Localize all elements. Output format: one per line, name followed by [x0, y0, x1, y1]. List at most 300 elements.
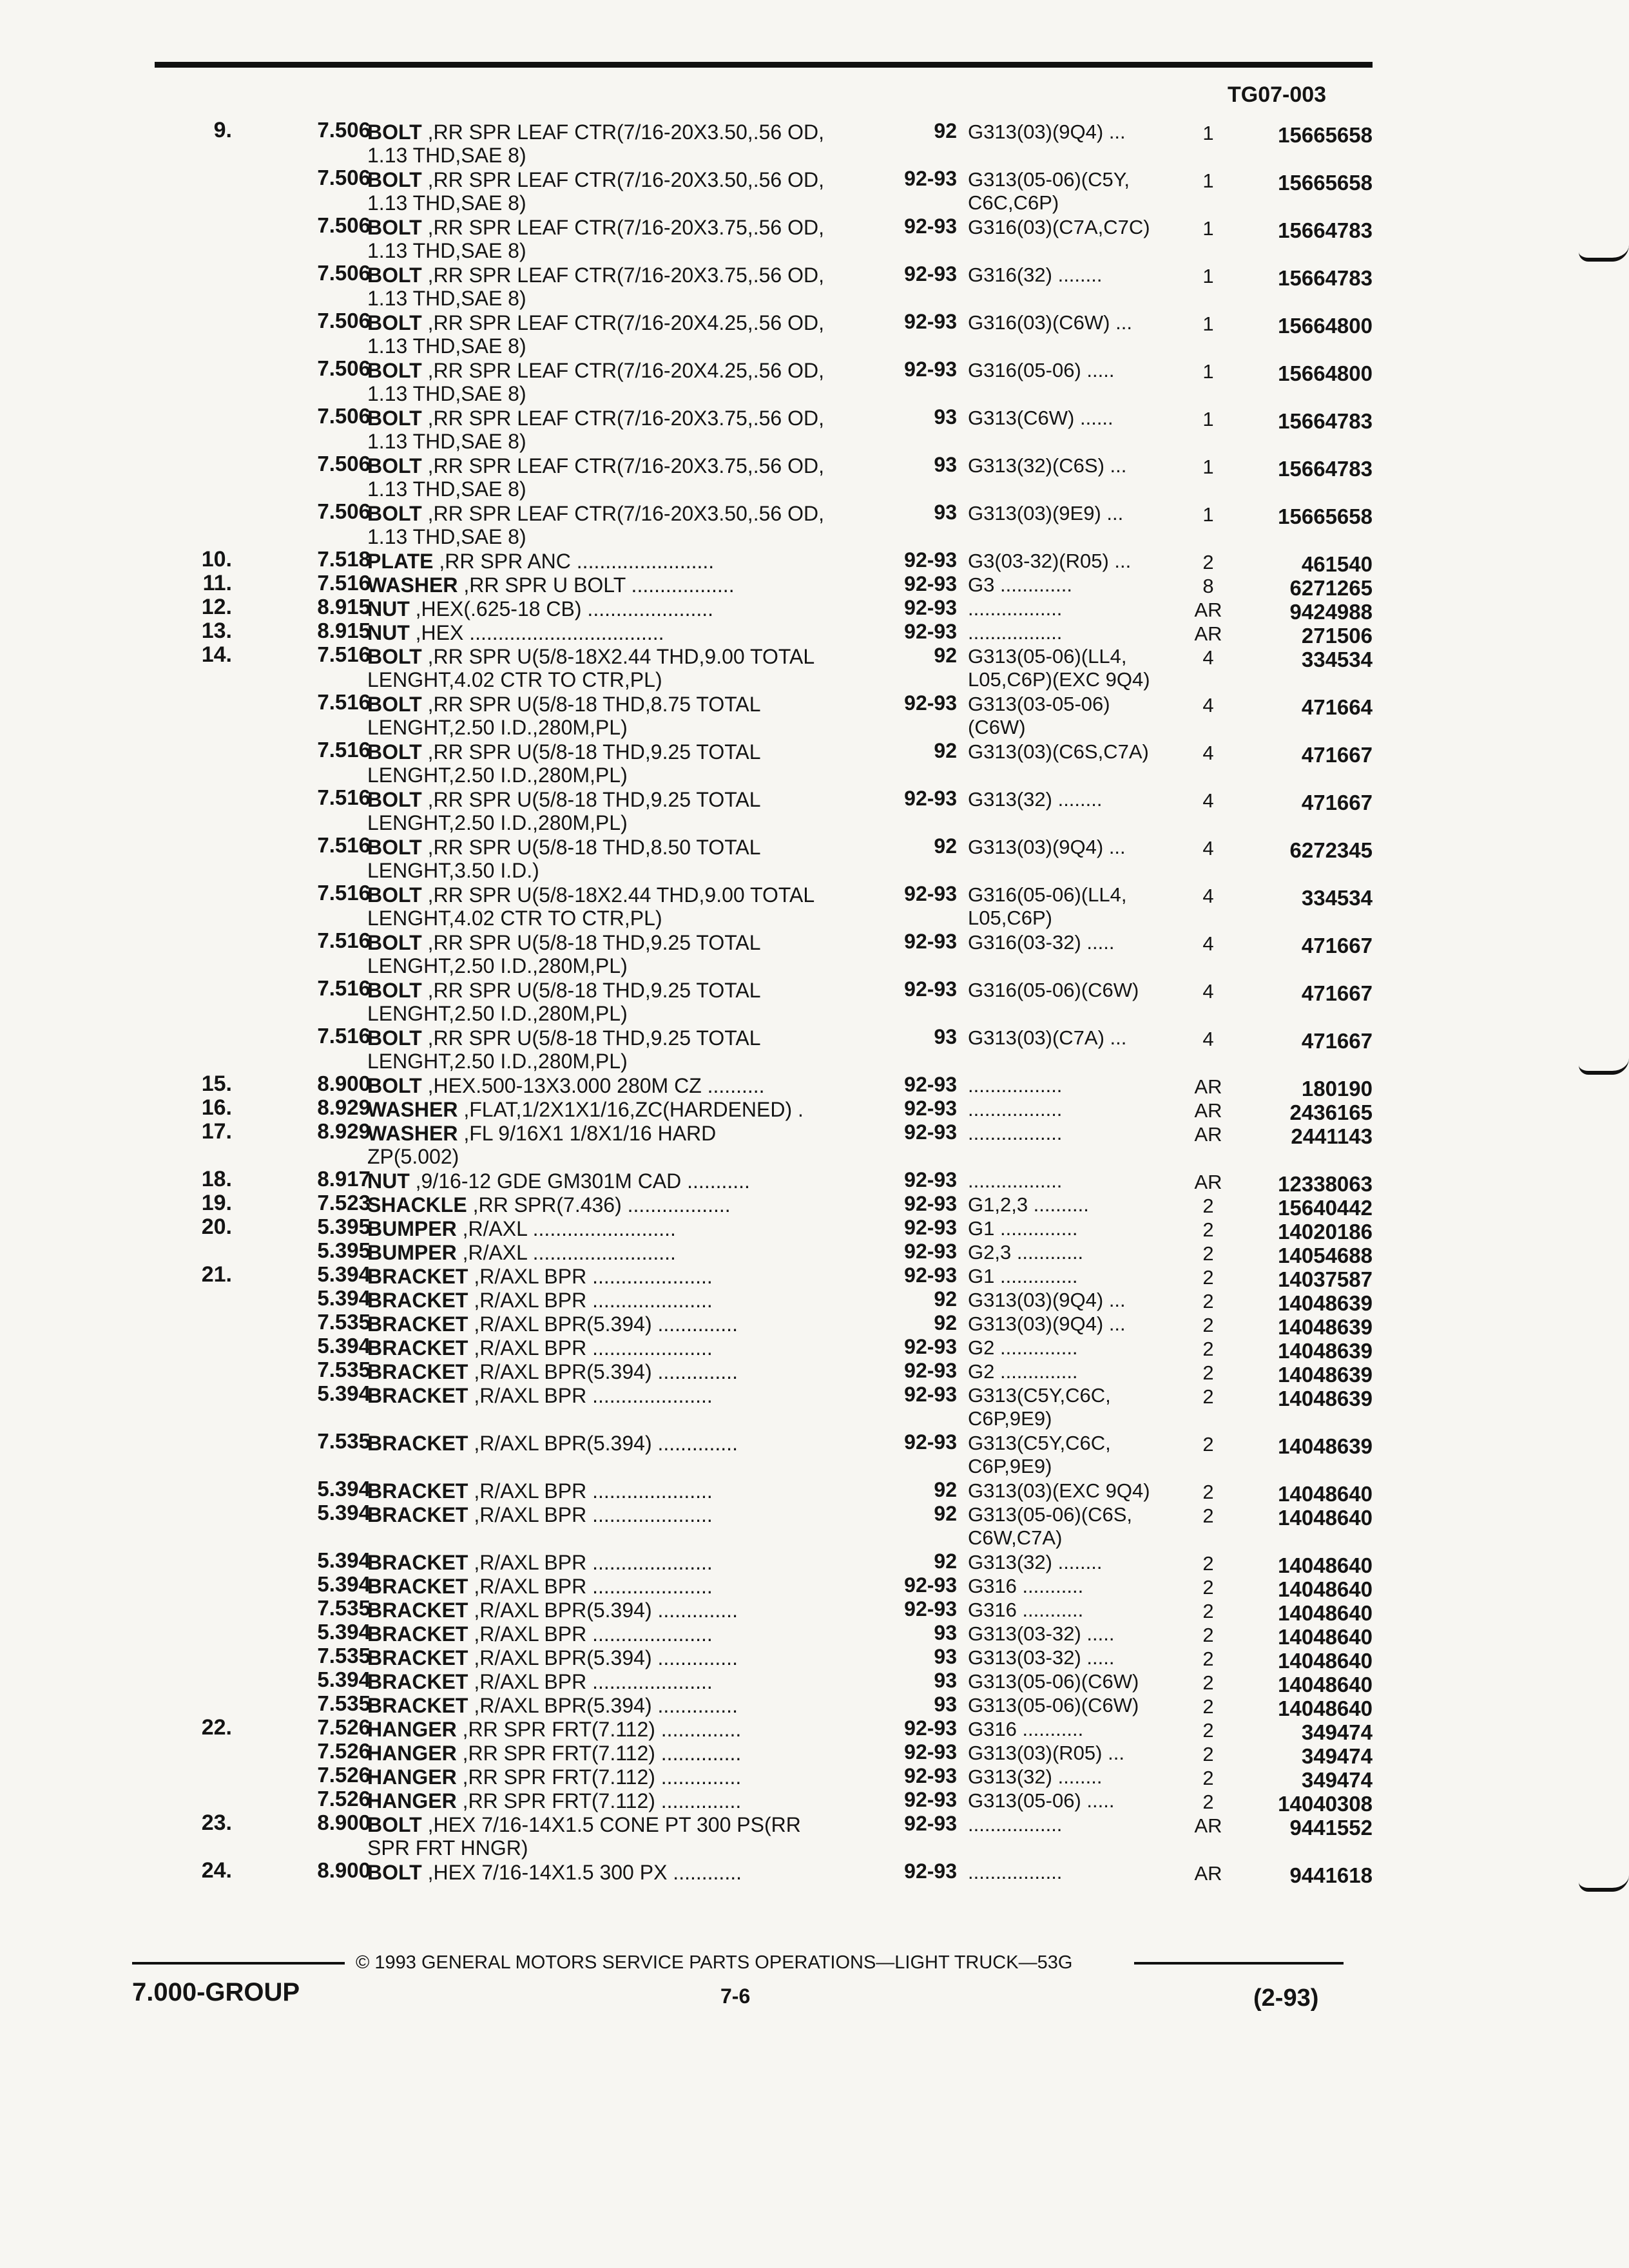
part-name: BOLT — [367, 454, 422, 477]
part-detail: ,RR SPR FRT(7.112) .............. — [462, 1742, 742, 1765]
part-number: 14048640 — [1278, 1601, 1373, 1625]
part-detail: ,RR SPR U(5/8-18X2.44 THD,9.00 TOTAL — [427, 645, 815, 668]
part-detail: ,R/AXL BPR(5.394) .............. — [474, 1360, 738, 1383]
model-years: 92-93 — [904, 1764, 957, 1787]
part-detail-continued: SPR FRT HNGR) — [367, 1836, 528, 1860]
model-years: 92-93 — [904, 167, 957, 190]
part-detail: ,R/AXL BPR ..................... — [474, 1265, 713, 1288]
usage-code: G313(03)(C6S,C7A) — [968, 740, 1149, 763]
quantity: 1 — [1202, 408, 1214, 430]
part-name: BRACKET — [367, 1289, 468, 1312]
usage-code: G313(05-06)(C6W) — [968, 1670, 1139, 1693]
part-detail: ,RR SPR U(5/8-18 THD,9.25 TOTAL — [427, 788, 761, 811]
part-description — [367, 1575, 876, 1598]
part-number: 6271265 — [1289, 576, 1373, 600]
quantity: AR — [1194, 1814, 1222, 1837]
quantity: 2 — [1202, 1767, 1214, 1789]
part-detail: ,HEX .................................. — [415, 621, 664, 644]
part-detail: ,RR SPR(7.436) .................. — [472, 1193, 731, 1216]
model-years: 92 — [934, 739, 957, 762]
quantity: 2 — [1202, 1743, 1214, 1765]
part-number: 180190 — [1301, 1077, 1373, 1100]
group-number: 7.535 — [317, 1596, 371, 1620]
group-number: 5.394 — [317, 1572, 371, 1596]
model-years: 92-93 — [904, 1383, 957, 1406]
group-number: 7.506 — [317, 261, 371, 285]
part-number: 14020186 — [1278, 1220, 1373, 1244]
usage — [968, 1384, 1206, 1430]
model-years: 92-93 — [904, 1597, 957, 1620]
part-number: 15640442 — [1278, 1196, 1373, 1220]
usage-code: G3(03-32)(R05) ... — [968, 550, 1132, 572]
part-number: 14048640 — [1278, 1673, 1373, 1696]
part-name: BOLT — [367, 740, 422, 764]
usage-code: G313(03-32) ..... — [968, 1646, 1115, 1669]
part-detail: ,RR SPR LEAF CTR(7/16-20X4.25,.56 OD, — [427, 359, 824, 382]
usage — [968, 645, 1206, 691]
model-years: 92 — [934, 1311, 957, 1334]
model-years: 92-93 — [904, 977, 957, 1001]
part-row — [0, 928, 1629, 976]
part-number: 471667 — [1301, 981, 1373, 1005]
part-description — [367, 454, 876, 501]
part-name: BOLT — [367, 168, 422, 191]
part-description — [367, 1169, 876, 1193]
usage — [968, 740, 1206, 764]
part-row — [0, 1167, 1629, 1196]
group-number: 8.917 — [317, 1167, 371, 1191]
part-description — [367, 1384, 876, 1407]
usage — [968, 359, 1206, 382]
usage-code: G313(03)(9Q4) ... — [968, 1289, 1126, 1311]
group-number: 7.535 — [317, 1644, 371, 1667]
part-description — [367, 1312, 876, 1336]
group-number: 7.516 — [317, 976, 371, 1000]
part-description — [367, 1479, 876, 1503]
quantity: AR — [1194, 622, 1222, 645]
part-number: 15665658 — [1278, 171, 1373, 195]
item-number: 21. — [201, 1262, 232, 1287]
usage — [968, 1312, 1206, 1336]
usage — [968, 1742, 1206, 1765]
group-number: 7.526 — [317, 1715, 371, 1739]
item-number: 20. — [201, 1215, 232, 1239]
margin-mark — [1579, 1875, 1629, 1892]
usage — [968, 502, 1206, 525]
group-number: 7.516 — [317, 928, 371, 952]
model-years: 93 — [934, 501, 957, 524]
quantity: 2 — [1202, 1671, 1214, 1694]
part-detail: ,RR SPR FRT(7.112) .............. — [462, 1718, 742, 1741]
usage-code: G316(32) ........ — [968, 264, 1103, 286]
part-number: 14048639 — [1278, 1315, 1373, 1339]
part-description — [367, 1813, 876, 1860]
part-row — [0, 1334, 1629, 1363]
part-number: 14040308 — [1278, 1792, 1373, 1816]
part-description — [367, 1026, 876, 1073]
part-row — [0, 547, 1629, 576]
group-number: 5.394 — [317, 1334, 371, 1358]
quantity: 1 — [1202, 122, 1214, 144]
part-number: 15664783 — [1278, 218, 1373, 242]
part-name: BRACKET — [367, 1265, 468, 1288]
part-number: 14048639 — [1278, 1339, 1373, 1363]
model-years: 92-93 — [904, 1860, 957, 1883]
usage — [968, 1575, 1206, 1598]
group-number: 5.394 — [317, 1548, 371, 1572]
part-row — [0, 1667, 1629, 1696]
part-description — [367, 502, 876, 548]
usage-code: G316 ........... — [968, 1718, 1084, 1740]
part-detail: ,RR SPR LEAF CTR(7/16-20X3.75,.56 OD, — [427, 407, 824, 430]
part-name: NUT — [367, 597, 410, 620]
part-row — [0, 1024, 1629, 1072]
part-name: HANGER — [367, 1718, 457, 1741]
model-years: 92-93 — [904, 548, 957, 572]
usage — [968, 1622, 1206, 1646]
part-row — [0, 881, 1629, 928]
part-row — [0, 738, 1629, 785]
usage-code: G313(32) ........ — [968, 1765, 1103, 1788]
model-years: 92-93 — [904, 1240, 957, 1263]
part-description — [367, 1551, 876, 1574]
part-detail: ,RR SPR U(5/8-18 THD,8.75 TOTAL — [427, 693, 761, 716]
usage-code: ................. — [968, 1813, 1063, 1836]
quantity: 2 — [1202, 1361, 1214, 1384]
group-label: 7.000-GROUP — [132, 1978, 300, 2006]
usage-code: G313(32) ........ — [968, 788, 1103, 811]
part-row — [0, 1477, 1629, 1506]
model-years: 93 — [934, 453, 957, 476]
model-years: 92 — [934, 834, 957, 858]
part-row — [0, 1858, 1629, 1887]
usage-code: G316(05-06)(LL4, — [968, 883, 1127, 906]
item-number: 19. — [201, 1191, 232, 1215]
quantity: 2 — [1202, 1576, 1214, 1599]
part-row — [0, 356, 1629, 404]
part-row — [0, 1262, 1629, 1291]
usage-code: G1 .............. — [968, 1265, 1078, 1287]
part-description — [367, 1098, 876, 1121]
part-row — [0, 118, 1629, 166]
part-name: BOLT — [367, 502, 422, 525]
usage — [968, 454, 1206, 477]
part-row — [0, 1072, 1629, 1100]
part-number: 2441143 — [1291, 1124, 1373, 1148]
model-years: 92 — [934, 1287, 957, 1311]
part-detail: ,RR SPR U BOLT .................. — [463, 573, 735, 597]
top-rule — [155, 62, 1373, 68]
part-number: 349474 — [1301, 1744, 1373, 1768]
usage-code: ................. — [968, 1122, 1063, 1144]
usage-code-continued: C6W,C7A) — [968, 1526, 1063, 1549]
part-name: BOLT — [367, 1813, 422, 1836]
part-number: 15664800 — [1278, 361, 1373, 385]
part-description — [367, 573, 876, 597]
item-number: 14. — [201, 642, 232, 667]
part-number: 15665658 — [1278, 505, 1373, 528]
parts-list — [0, 118, 1629, 1887]
model-years: 92-93 — [904, 620, 957, 643]
quantity: AR — [1194, 1862, 1222, 1885]
usage-code: ................. — [968, 1074, 1063, 1097]
part-row — [0, 1763, 1629, 1792]
part-number: 471664 — [1301, 695, 1373, 719]
part-number: 14048639 — [1278, 1434, 1373, 1458]
usage — [968, 1289, 1206, 1312]
page-number: 7-6 — [720, 1984, 751, 2008]
group-number: 8.929 — [317, 1119, 371, 1143]
usage — [968, 168, 1206, 215]
part-number: 14048640 — [1278, 1482, 1373, 1506]
usage — [968, 1694, 1206, 1717]
usage — [968, 1551, 1206, 1574]
usage — [968, 550, 1206, 573]
usage-code: G316(03)(C6W) ... — [968, 311, 1132, 334]
part-detail-continued: 1.13 THD,SAE 8) — [367, 477, 526, 501]
model-years: 92-93 — [904, 930, 957, 953]
part-name: NUT — [367, 1169, 410, 1193]
group-number: 5.394 — [317, 1286, 371, 1310]
model-years: 92-93 — [904, 1359, 957, 1382]
part-description — [367, 645, 876, 691]
part-detail-continued: 1.13 THD,SAE 8) — [367, 334, 526, 358]
part-number: 9424988 — [1289, 600, 1373, 624]
part-name: BOLT — [367, 264, 422, 287]
usage-code: G313(03)(C7A) ... — [968, 1026, 1127, 1049]
group-number: 7.516 — [317, 785, 371, 809]
quantity: 4 — [1202, 694, 1214, 716]
part-detail: ,RR SPR LEAF CTR(7/16-20X3.75,.56 OD, — [427, 264, 824, 287]
usage-code: G316(05-06)(C6W) — [968, 979, 1139, 1001]
date-code: (2-93) — [1253, 1984, 1319, 2012]
part-row — [0, 1286, 1629, 1315]
part-row — [0, 1310, 1629, 1339]
usage-code: G313(03)(R05) ... — [968, 1742, 1124, 1764]
group-number: 7.516 — [317, 833, 371, 857]
part-number: 471667 — [1301, 743, 1373, 767]
part-name: BOLT — [367, 693, 422, 716]
group-number: 7.506 — [317, 118, 371, 142]
group-number: 7.506 — [317, 499, 371, 523]
usage — [968, 1861, 1206, 1884]
part-row — [0, 1596, 1629, 1625]
part-name: BOLT — [367, 1026, 422, 1050]
part-number: 15664783 — [1278, 457, 1373, 481]
quantity: 2 — [1202, 1600, 1214, 1622]
part-name: BRACKET — [367, 1432, 468, 1455]
part-name: WASHER — [367, 573, 458, 597]
group-number: 5.395 — [317, 1238, 371, 1262]
quantity: 2 — [1202, 1433, 1214, 1456]
part-number: 6272345 — [1289, 838, 1373, 862]
quantity: 2 — [1202, 1385, 1214, 1408]
quantity: 4 — [1202, 742, 1214, 764]
usage-code: G2 .............. — [968, 1360, 1078, 1383]
part-detail-continued: 1.13 THD,SAE 8) — [367, 382, 526, 405]
quantity: AR — [1194, 599, 1222, 621]
usage — [968, 597, 1206, 620]
part-description — [367, 788, 876, 834]
usage-code: G2,3 ............ — [968, 1241, 1084, 1264]
usage — [968, 1599, 1206, 1622]
part-name: BOLT — [367, 883, 422, 907]
model-years: 93 — [934, 1645, 957, 1668]
part-description — [367, 1265, 876, 1288]
quantity: 1 — [1202, 217, 1214, 240]
quantity: 2 — [1202, 1552, 1214, 1575]
part-row — [0, 1119, 1629, 1167]
usage-code-continued: C6P,9E9) — [968, 1455, 1052, 1477]
part-row — [0, 1429, 1629, 1477]
usage-code: G313(03)(9Q4) ... — [968, 120, 1126, 143]
model-years: 93 — [934, 1669, 957, 1692]
part-description — [367, 621, 876, 644]
part-detail: ,HEX 7/16-14X1.5 300 PX ............ — [427, 1861, 742, 1884]
group-number: 7.506 — [317, 166, 371, 189]
usage — [968, 1217, 1206, 1240]
part-description — [367, 883, 876, 930]
part-description — [367, 216, 876, 262]
part-number: 9441618 — [1289, 1863, 1373, 1887]
part-description — [367, 1599, 876, 1622]
model-years: 92 — [934, 1502, 957, 1525]
usage-code: G316(03)(C7A,C7C) — [968, 216, 1150, 238]
part-detail: ,RR SPR LEAF CTR(7/16-20X3.50,.56 OD, — [427, 120, 824, 144]
part-name: BRACKET — [367, 1336, 468, 1360]
copyright-notice: © 1993 GENERAL MOTORS SERVICE PARTS OPERATIONS—LIGHT TRUCK—53G — [356, 1952, 1073, 1973]
part-detail-continued: LENGHT,2.50 I.D.,280M,PL) — [367, 716, 628, 739]
usage — [968, 311, 1206, 334]
part-description — [367, 1718, 876, 1741]
part-description — [367, 264, 876, 310]
part-row — [0, 166, 1629, 213]
part-row — [0, 1811, 1629, 1858]
usage-code: G316 ........... — [968, 1599, 1084, 1621]
part-name: BRACKET — [367, 1599, 468, 1622]
usage — [968, 931, 1206, 954]
part-number: 471667 — [1301, 934, 1373, 957]
quantity: 1 — [1202, 503, 1214, 526]
quantity: 1 — [1202, 456, 1214, 478]
quantity: AR — [1194, 1075, 1222, 1098]
part-description — [367, 120, 876, 167]
part-detail: ,R/AXL BPR(5.394) .............. — [474, 1312, 738, 1336]
model-years: 92 — [934, 1550, 957, 1573]
part-name: BOLT — [367, 1074, 422, 1097]
part-row — [0, 309, 1629, 356]
part-name: BRACKET — [367, 1670, 468, 1693]
part-detail: ,RR SPR U(5/8-18 THD,9.25 TOTAL — [427, 931, 761, 954]
part-name: BRACKET — [367, 1312, 468, 1336]
part-row — [0, 1501, 1629, 1548]
part-detail-continued: LENGHT,3.50 I.D.) — [367, 859, 539, 882]
part-description — [367, 1360, 876, 1383]
usage-code: G2 .............. — [968, 1336, 1078, 1359]
usage — [968, 407, 1206, 430]
usage — [968, 120, 1206, 144]
part-detail: ,RR SPR LEAF CTR(7/16-20X3.50,.56 OD, — [427, 502, 824, 525]
part-detail: ,RR SPR LEAF CTR(7/16-20X3.75,.56 OD, — [427, 216, 824, 239]
part-name: HANGER — [367, 1765, 457, 1789]
usage-code: ................. — [968, 597, 1063, 620]
model-years: 92-93 — [904, 596, 957, 619]
model-years: 93 — [934, 405, 957, 428]
usage — [968, 883, 1206, 930]
usage — [968, 1360, 1206, 1383]
quantity: 4 — [1202, 789, 1214, 812]
group-number: 7.516 — [317, 571, 371, 595]
part-row — [0, 833, 1629, 881]
item-number: 22. — [201, 1715, 232, 1740]
part-name: BOLT — [367, 788, 422, 811]
quantity: 1 — [1202, 360, 1214, 383]
quantity: 1 — [1202, 169, 1214, 192]
quantity: 2 — [1202, 1338, 1214, 1360]
part-name: BRACKET — [367, 1575, 468, 1598]
group-number: 8.900 — [317, 1858, 371, 1882]
usage — [968, 1241, 1206, 1264]
part-detail: ,R/AXL BPR ..................... — [474, 1503, 713, 1526]
part-row — [0, 642, 1629, 690]
usage-code: G313(03-32) ..... — [968, 1622, 1115, 1645]
part-description — [367, 1694, 876, 1717]
part-detail-continued: ZP(5.002) — [367, 1145, 459, 1168]
part-name: BRACKET — [367, 1503, 468, 1526]
group-number: 5.394 — [317, 1620, 371, 1644]
usage-code: G313(05-06)(LL4, — [968, 645, 1127, 668]
usage-code: ................. — [968, 621, 1063, 644]
group-number: 5.394 — [317, 1262, 371, 1286]
usage — [968, 1765, 1206, 1789]
part-description — [367, 1670, 876, 1693]
part-detail: ,R/AXL BPR(5.394) .............. — [474, 1646, 738, 1669]
part-row — [0, 404, 1629, 452]
part-number: 334534 — [1301, 648, 1373, 671]
part-name: BRACKET — [367, 1384, 468, 1407]
part-detail-continued: 1.13 THD,SAE 8) — [367, 430, 526, 453]
part-row — [0, 785, 1629, 833]
part-detail: ,RR SPR U(5/8-18 THD,9.25 TOTAL — [427, 979, 761, 1002]
model-years: 92-93 — [904, 1216, 957, 1239]
quantity: 4 — [1202, 980, 1214, 1003]
usage — [968, 1265, 1206, 1288]
part-detail: ,RR SPR ANC ........................ — [439, 550, 715, 573]
model-years: 92-93 — [904, 691, 957, 715]
usage-code: G316 ........... — [968, 1575, 1084, 1597]
model-years: 93 — [934, 1025, 957, 1048]
group-number: 5.394 — [317, 1381, 371, 1405]
part-detail: ,9/16-12 GDE GM301M CAD ........... — [415, 1169, 750, 1193]
part-number: 14048640 — [1278, 1696, 1373, 1720]
usage-code: G313(05-06)(C6W) — [968, 1694, 1139, 1716]
group-number: 7.526 — [317, 1763, 371, 1787]
usage — [968, 1336, 1206, 1360]
usage-code: G313(03)(9Q4) ... — [968, 836, 1126, 858]
usage-code-continued: L05,C6P) — [968, 907, 1052, 929]
usage — [968, 573, 1206, 597]
usage-code-continued: C6P,9E9) — [968, 1407, 1052, 1430]
quantity: 2 — [1202, 1481, 1214, 1503]
part-detail: ,RR SPR U(5/8-18 THD,9.25 TOTAL — [427, 740, 761, 764]
usage-code: G313(C6W) ...... — [968, 407, 1113, 429]
part-detail: ,RR SPR U(5/8-18 THD,9.25 TOTAL — [427, 1026, 761, 1050]
model-years: 93 — [934, 1693, 957, 1716]
reference-code: TG07-003 — [1228, 82, 1327, 107]
part-number: 14048639 — [1278, 1363, 1373, 1387]
usage — [968, 836, 1206, 859]
usage — [968, 1646, 1206, 1669]
